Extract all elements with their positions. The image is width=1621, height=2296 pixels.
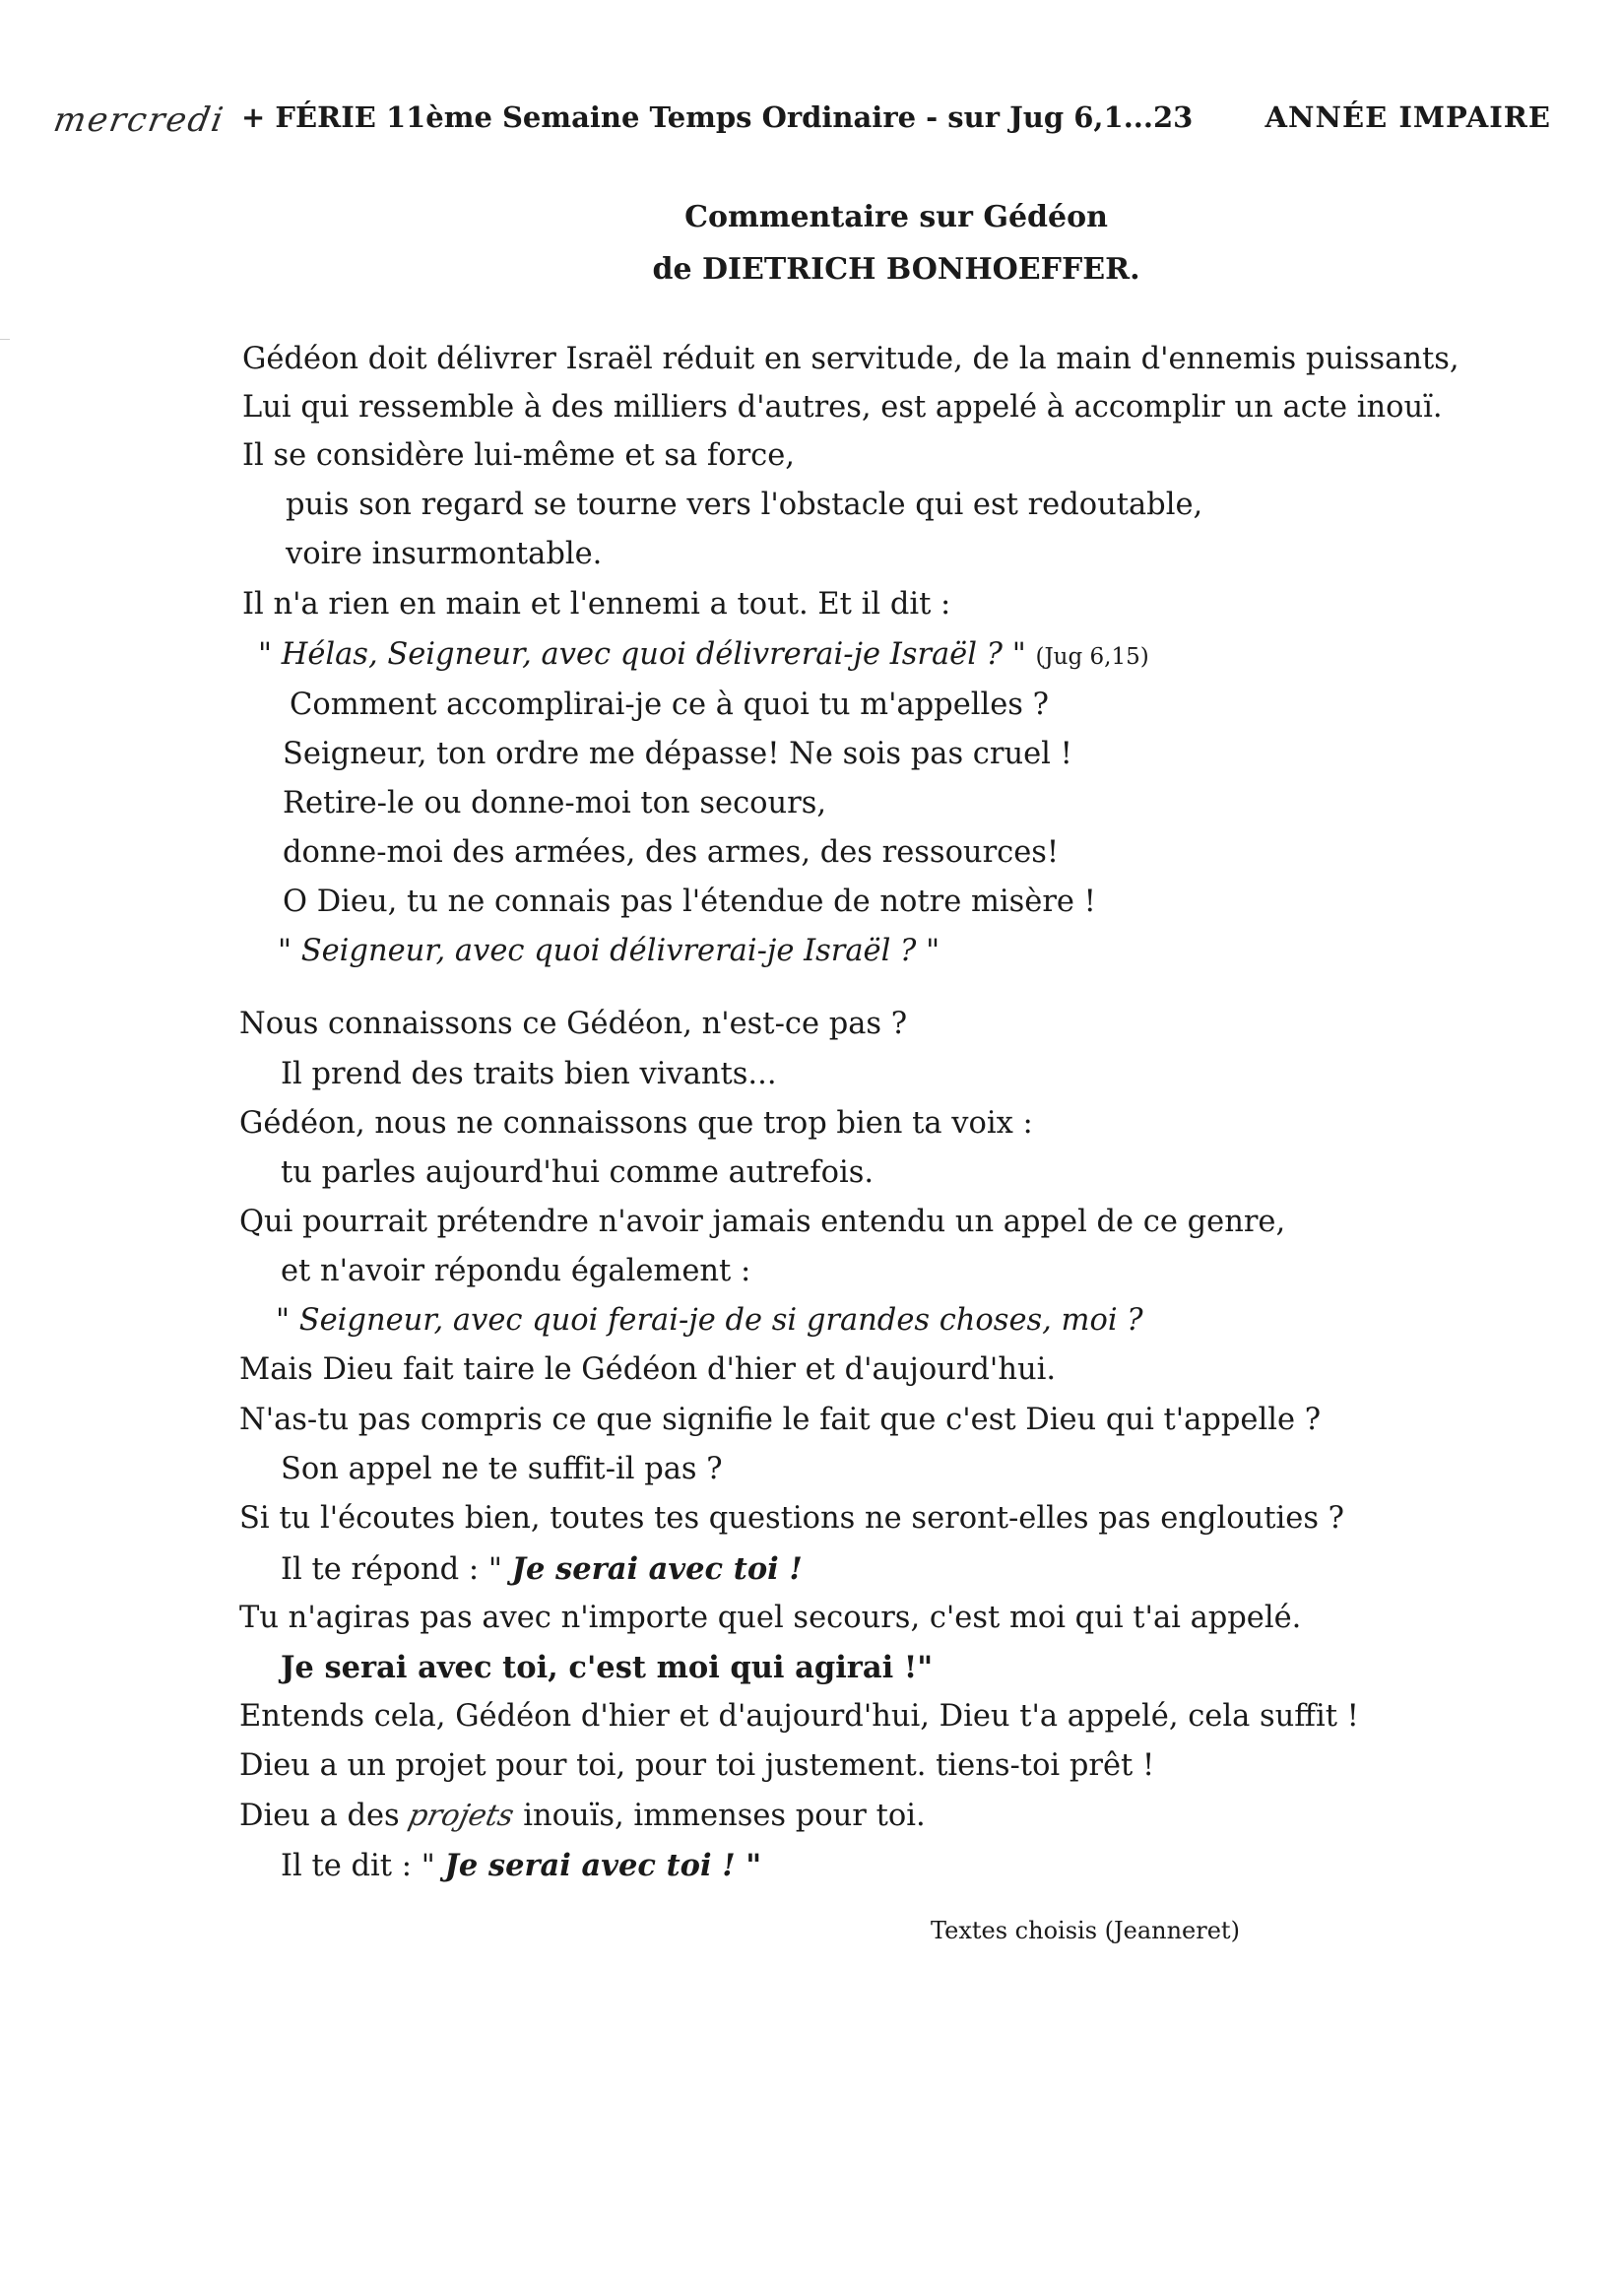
text-line: Il se considère lui-même et sa force, (242, 438, 795, 473)
text-line: Tu n'agiras pas avec n'importe quel secours, c'est moi qui t'ai appelé. (239, 1601, 1302, 1635)
text-line: Mais Dieu fait taire le Gédéon d'hier et d'aujourd'hui. (239, 1352, 1057, 1387)
source-citation: Textes choisis (Jeanneret) (931, 1917, 1240, 1944)
text-line: Son appel ne te suffit-il pas ? (281, 1452, 723, 1486)
text-line: Qui pourrait prétendre n'avoir jamais entendu un appel de ce genre, (239, 1205, 1286, 1239)
text-line: Gédéon, nous ne connaissons que trop bien ta voix : (239, 1106, 1033, 1141)
text-line: donne-moi des armées, des armes, des ressources! (283, 835, 1060, 870)
quote-line: " Seigneur, avec quoi ferai-je de si grandes choses, moi ? (276, 1303, 1143, 1338)
text-line: O Dieu, tu ne connais pas l'étendue de notre misère ! (283, 885, 1096, 919)
text-segment: Il te répond : " (281, 1552, 502, 1587)
header-year: ANNÉE IMPAIRE (1264, 100, 1551, 134)
scan-margin-mark (0, 339, 10, 340)
text-line: Entends cela, Gédéon d'hier et d'aujourd'hui, Dieu t'a appelé, cela suffit ! (239, 1699, 1359, 1734)
text-line: Il n'a rien en main et l'ennemi a tout. Et il dit : (242, 587, 951, 622)
text-line: Seigneur, ton ordre me dépasse! Ne sois pas cruel ! (283, 737, 1072, 771)
text-segment: Dieu a des (239, 1799, 400, 1833)
emphasis-text: Je serai avec toi ! " (444, 1848, 762, 1883)
text-line: et n'avoir répondu également : (281, 1254, 751, 1288)
title-line-2: de DIETRICH BONHOEFFER. (652, 252, 1140, 287)
text-line: N'as-tu pas compris ce que signifie le fait que c'est Dieu qui t'appelle ? (239, 1403, 1322, 1437)
header-liturgy: + FÉRIE 11ème Semaine Temps Ordinaire - sur Jug 6,1...23 (241, 100, 1194, 134)
emphasis-line: Je serai avec toi, c'est moi qui agirai !" (281, 1650, 934, 1685)
text-line: voire insurmontable. (286, 537, 603, 571)
text-line (281, 1848, 762, 1883)
text-line (239, 1799, 926, 1833)
text-line: Retire-le ou donne-moi ton secours, (283, 786, 827, 820)
title-line-1: Commentaire sur Gédéon (684, 200, 1108, 234)
text-segment: Il te dit : " (281, 1849, 435, 1883)
text-line: tu parles aujourd'hui comme autrefois. (281, 1155, 875, 1190)
text-line: Si tu l'écoutes bien, toutes tes questions ne seront-elles pas englouties ? (239, 1501, 1345, 1536)
text-line: Gédéon doit délivrer Israël réduit en servitude, de la main d'ennemis puissants, (242, 342, 1459, 376)
text-line: Lui qui ressemble à des milliers d'autres, est appelé à accomplir un acte inouï. (242, 390, 1443, 425)
page-header (50, 98, 1571, 148)
text-line: Nous connaissons ce Gédéon, n'est-ce pas ? (239, 1007, 908, 1041)
handwritten-day: mercredi (50, 100, 228, 140)
handwritten-correction: projets (405, 1799, 518, 1833)
bible-reference: (Jug 6,15) (1035, 644, 1149, 670)
text-line: Dieu a un projet pour toi, pour toi justement. tiens-toi prêt ! (239, 1748, 1155, 1783)
text-segment: inouïs, immenses pour toi. (523, 1799, 926, 1833)
text-line (281, 1551, 803, 1587)
quote-line: " Seigneur, avec quoi délivrerai-je Israël ? " (278, 934, 940, 968)
text-line: Il prend des traits bien vivants... (281, 1057, 777, 1091)
text-line: puis son regard se tourne vers l'obstacle qui est redoutable, (286, 488, 1203, 522)
quote-line (258, 637, 1149, 672)
quote-text: " Hélas, Seigneur, avec quoi délivrerai-je Israël ? " (258, 637, 1026, 672)
emphasis-text: Je serai avec toi ! (511, 1551, 803, 1587)
text-line: Comment accomplirai-je ce à quoi tu m'appelles ? (290, 688, 1050, 722)
